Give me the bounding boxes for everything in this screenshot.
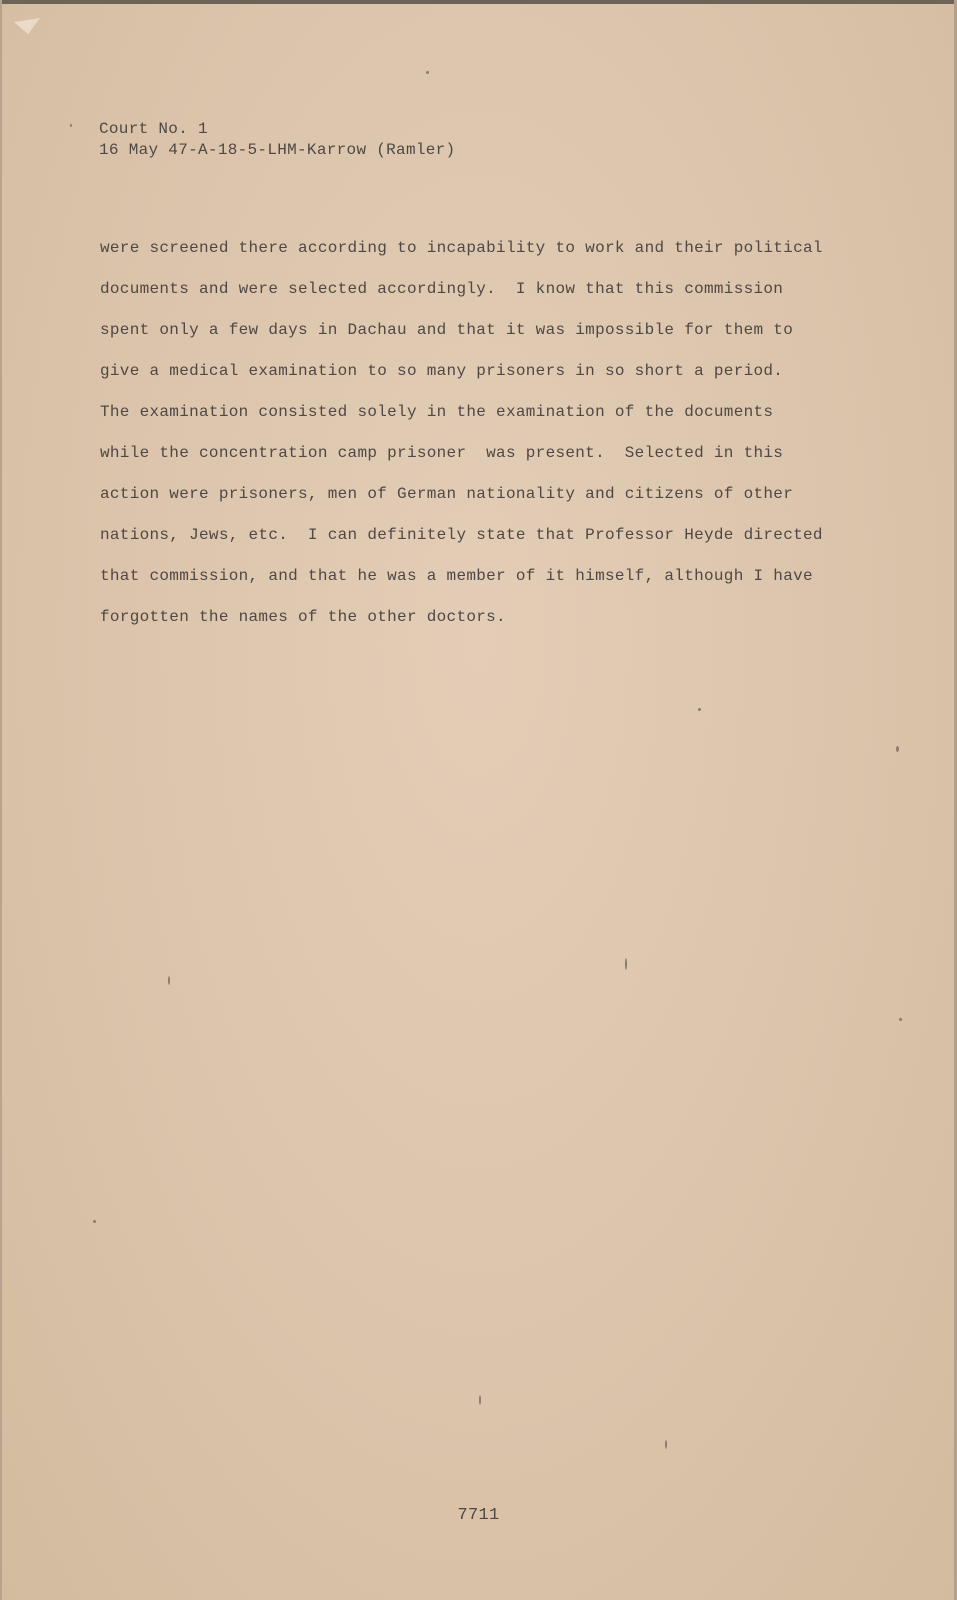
paper-speck [426, 71, 429, 74]
paper-speck [168, 976, 170, 985]
paper-corner-tear [14, 18, 42, 36]
transcript-line: give a medical examination to so many prisoners in so short a period. [100, 362, 784, 380]
paper-speck [479, 1395, 481, 1405]
paper-speck [93, 1220, 96, 1223]
document-header [99, 119, 455, 161]
transcript-line: while the concentration camp prisoner was present. Selected in this [100, 444, 784, 462]
transcript-line: nations, Jews, etc. I can definitely state that Professor Heyde directed [100, 526, 823, 544]
transcript-line: action were prisoners, men of German nationality and citizens of other [100, 485, 794, 503]
paper-speck [698, 708, 701, 711]
transcript-body [100, 236, 860, 646]
page-top-edge [0, 0, 957, 4]
court-number: Court No. 1 [99, 120, 208, 138]
paper-speck [665, 1440, 667, 1449]
session-reference: 16 May 47-A-18-5-LHM-Karrow (Ramler) [99, 141, 456, 159]
transcript-line: spent only a few days in Dachau and that it was impossible for them to [100, 321, 794, 339]
paper-speck [896, 746, 899, 752]
paper-speck [70, 124, 72, 127]
paper-speck [625, 958, 627, 970]
page-number: 7711 [457, 1506, 500, 1525]
paper-speck [899, 1018, 902, 1021]
transcript-line: The examination consisted solely in the examination of the documents [100, 403, 774, 421]
transcript-line: documents and were selected accordingly. I know that this commission [100, 280, 784, 298]
transcript-line: were screened there according to incapability to work and their political [100, 239, 823, 257]
transcript-line: that commission, and that he was a member of it himself, although I have [100, 567, 813, 585]
page-left-edge [0, 0, 2, 1600]
transcript-line: forgotten the names of the other doctors. [100, 608, 506, 626]
